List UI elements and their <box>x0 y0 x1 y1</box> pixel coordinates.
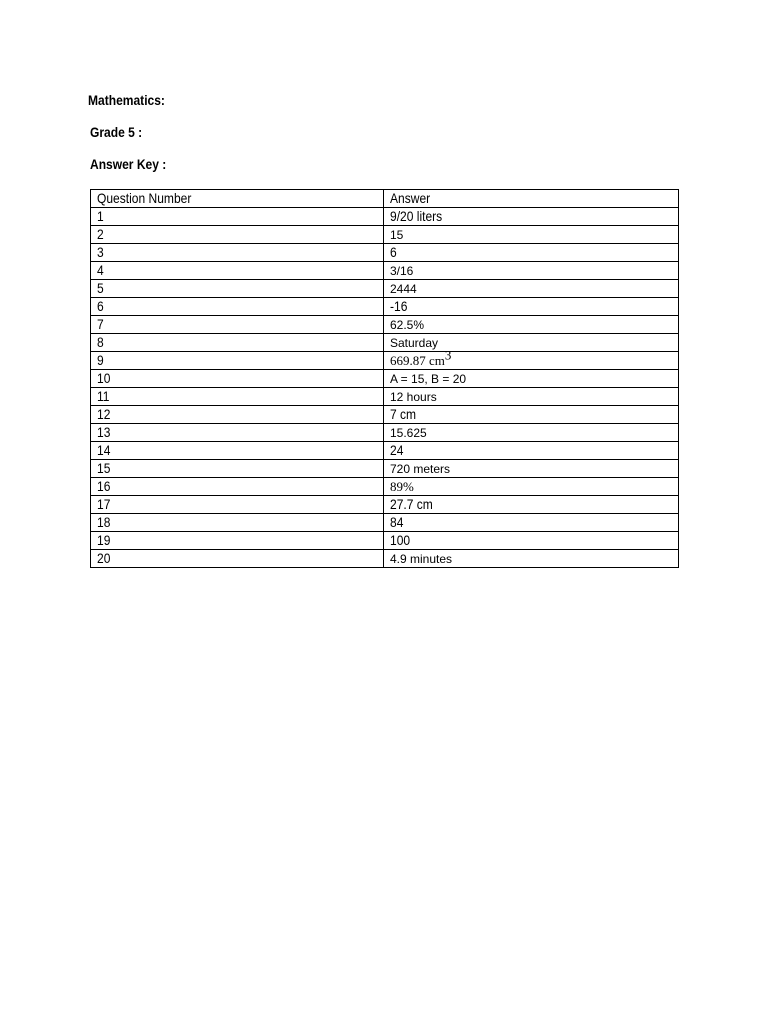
question-number-cell: 7 <box>91 316 384 334</box>
answer-cell: 12 hours <box>384 388 679 406</box>
question-number-cell: 10 <box>91 370 384 388</box>
table-row <box>91 352 679 370</box>
answer-cell: A = 15, B = 20 <box>384 370 679 388</box>
answer-cell: 2444 <box>384 280 679 298</box>
answer-cell: 27.7 cm <box>384 496 679 514</box>
table-row <box>91 262 679 280</box>
answer-key-table <box>90 189 679 568</box>
answer-cell: -16 <box>384 298 679 316</box>
grade-heading: Grade 5 : <box>90 124 143 140</box>
question-number-cell: 18 <box>91 514 384 532</box>
question-number-cell: 20 <box>91 550 384 568</box>
table-row <box>91 316 679 334</box>
question-number-cell: 16 <box>91 478 384 496</box>
question-number-cell: 12 <box>91 406 384 424</box>
table-row <box>91 532 679 550</box>
answer-cell: 24 <box>384 442 679 460</box>
superscript-exponent: 3 <box>444 351 452 363</box>
question-number-cell: 1 <box>91 208 384 226</box>
table-row <box>91 496 679 514</box>
table-row <box>91 298 679 316</box>
answer-cell: Saturday <box>384 334 679 352</box>
answer-cell: 89% <box>384 478 679 496</box>
header-question-number: Question Number <box>91 190 384 208</box>
question-number-cell: 11 <box>91 388 384 406</box>
question-number-cell: 4 <box>91 262 384 280</box>
answer-cell: 3/16 <box>384 262 679 280</box>
question-number-cell: 14 <box>91 442 384 460</box>
answer-cell: 4.9 minutes <box>384 550 679 568</box>
table-row <box>91 550 679 568</box>
table-row <box>91 442 679 460</box>
question-number-cell: 9 <box>91 352 384 370</box>
table-row <box>91 334 679 352</box>
answer-cell: 6 <box>384 244 679 262</box>
table-row <box>91 388 679 406</box>
table-header-row <box>91 190 679 208</box>
subject-heading: Mathematics: <box>88 92 165 108</box>
answer-cell: 7 cm <box>384 406 679 424</box>
answer-cell: 100 <box>384 532 679 550</box>
question-number-cell: 17 <box>91 496 384 514</box>
question-number-cell: 15 <box>91 460 384 478</box>
table-row <box>91 226 679 244</box>
question-number-cell: 8 <box>91 334 384 352</box>
table-row <box>91 514 679 532</box>
header-answer: Answer <box>384 190 679 208</box>
table-row <box>91 478 679 496</box>
answer-cell: 669.87 $cm^3$ <box>384 352 679 370</box>
table-row <box>91 244 679 262</box>
table-row <box>91 406 679 424</box>
answer-cell: 15.625 <box>384 424 679 442</box>
question-number-cell: 2 <box>91 226 384 244</box>
answer-key-heading: Answer Key : <box>90 156 167 172</box>
answer-cell: 9/20 liters <box>384 208 679 226</box>
table-row <box>91 370 679 388</box>
answer-cell: 720 meters <box>384 460 679 478</box>
question-number-cell: 19 <box>91 532 384 550</box>
table-row <box>91 424 679 442</box>
table-row <box>91 460 679 478</box>
question-number-cell: 13 <box>91 424 384 442</box>
table-row <box>91 280 679 298</box>
question-number-cell: 6 <box>91 298 384 316</box>
answer-cell: 15 <box>384 226 679 244</box>
table-row <box>91 208 679 226</box>
question-number-cell: 3 <box>91 244 384 262</box>
answer-cell: 84 <box>384 514 679 532</box>
answer-cell: 62.5% <box>384 316 679 334</box>
question-number-cell: 5 <box>91 280 384 298</box>
